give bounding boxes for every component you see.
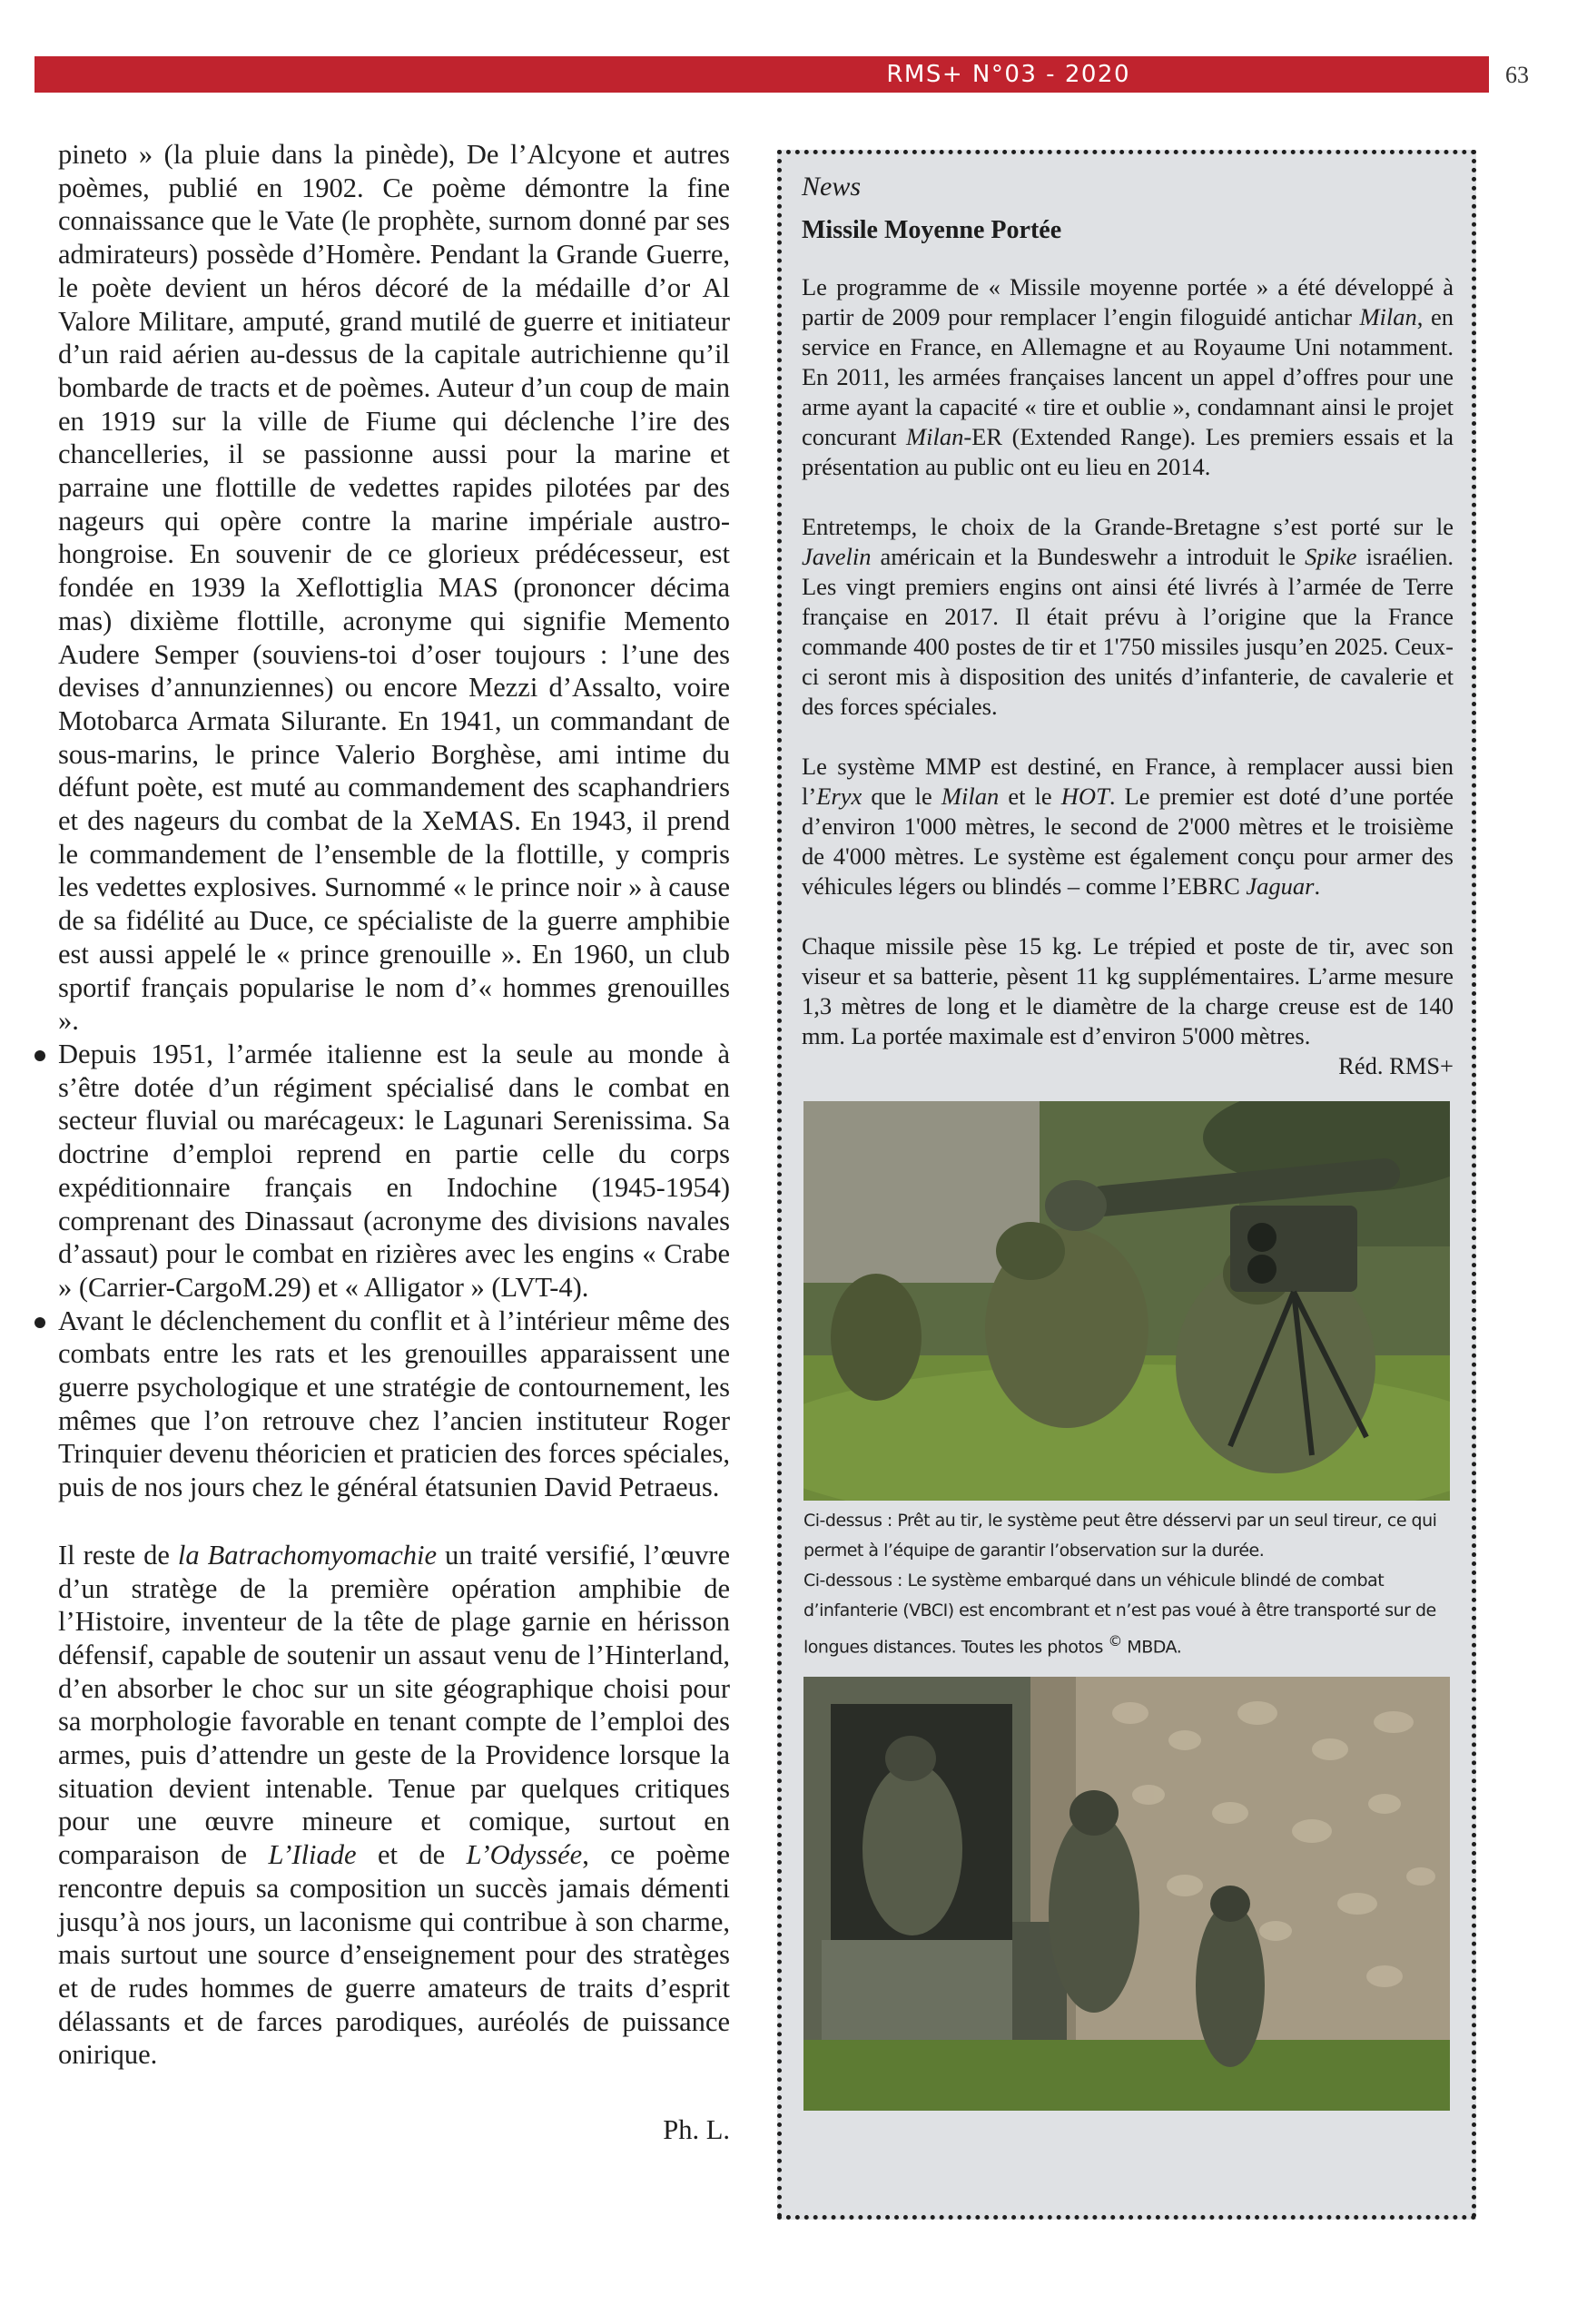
italic-name: Milan [906,423,964,450]
news-paragraph [802,512,1454,722]
text-run: . Le premier est doté d’une portée d’environ 1'000 mètres, le second de 2'000 mètres et le troisième de 4'000 mètres. Le système est également conçu pour armer des véhicules légers ou blindés – comme l’EBRC [802,783,1454,900]
caption-label: Ci-dessus : [803,1511,898,1531]
news-paragraph [802,752,1454,901]
italic-title: la Batrachomyomachie [177,1539,438,1571]
news-sidebar-box [777,150,1476,2220]
text-run: , en service en France, en Allemagne et au Royaume Uni notamment. En 2011, les armées françaises lancent un appel d’offres pour une arme ayant la capacité « tire et oublie », condamnant ainsi le projet concurant [802,303,1454,450]
caption-text: Le système embarqué dans un véhicule blindé de combat d’infanterie (VBCI) est encombrant et n’est pas voué à être transporté sur de longues distances. Toutes les photos [803,1571,1436,1658]
italic-title: L’Iliade [268,1839,357,1871]
news-paragraph: Chaque missile pèse 15 kg. Le trépied et poste de tir, avec son viseur et sa batterie, pèsent 11 kg supplémentaires. L’arme mesure 1,3 mètres de long et le diamètre de la charge creuse est de 140 mm. La portée maximale est d’environ 5'000 mètres. [802,932,1454,1049]
page-number: 63 [1505,62,1529,88]
news-label: News [802,172,862,202]
caption-line [803,1566,1454,1662]
italic-name: Spike [1305,543,1357,570]
text-run: et le [999,783,1061,810]
italic-name: Eryx [816,783,862,810]
text-run: Il reste de [58,1539,178,1571]
text-run: Le programme de « Missile moyenne portée » a été développé à partir de 2009 pour remplacer l’engin filoguidé antichar [802,273,1454,330]
photo-vbci-vehicle [803,1677,1450,2111]
text-run: -ER (Extended Range). Les premiers essais et la présentation au public ont eu lieu en 2014. [802,423,1454,480]
photo-credit: MBDA. [1121,1637,1182,1658]
text-run: Le système MMP est destiné, en France, à remplacer aussi bien l’ [802,753,1454,810]
news-body [802,272,1454,1051]
text-run: américain et la Bundeswehr a introduit le [871,543,1306,570]
text-run: . [1314,872,1321,900]
text-run: Entretemps, le choix de la Grande-Bretagne s’est porté sur le [802,513,1454,540]
article-closing-paragraph [58,1539,730,2072]
italic-name: Milan [1359,303,1417,330]
photo-soldiers-firing-post [803,1101,1450,1501]
header-bar [34,56,1489,93]
caption-line [803,1506,1454,1566]
caption-text: Prêt au tir, le système peut être désservi par un seul tireur, ce qui permet à l’équipe de garantir l’observation sur la durée. [803,1511,1437,1561]
text-run: que le [862,783,941,810]
text-run: , ce poème rencontre depuis sa composition un succès jamais démenti jusqu’à nos jours, un laconisme qui contribue à son charme, mais surtout une source d’enseignement pour des stratèges et de rudes hommes de guerre amateurs de traits d’esprit délassants et de farces parodiques, auréolés de puissance onirique. [58,1839,731,2071]
text-run: israélien. Les vingt premiers engins ont ainsi été livrés à l’armée de Terre française en 2017. Il était prévu à l’origine que la France commande 400 postes de tir et 1'750 missiles jusqu’en 2025. Ceux-ci seront mis à disposition des unités d’infanterie, de cavalerie et des forces spéciales. [802,543,1454,720]
italic-name: HOT [1060,783,1109,810]
bullet-list [58,1038,730,1504]
text-run: un traité versifié, l’œuvre d’un stratège de la première opération amphibie de l’Histoire, inventeur de la tête de plage garnie en hérisson défensif, capable de soutenir un assaut venu de l’Hinterland, d’en absorber le choc sur un site géographique choisi pour sa morphologie favorable en tenant compte de l’emploi des armes, puis d’attendre un geste de la Providence lorsque la situation devient intenable. Tenue par quelques critiques pour une œuvre mineure et comique, surtout en comparaison de [58,1539,731,1871]
article-column [58,138,730,2147]
news-title: Missile Moyenne Portée [802,216,1062,244]
caption-label: Ci-dessous : [803,1571,908,1590]
bullet-item: Avant le déclenchement du conflit et à l’intérieur même des combats entre les rats et les grenouilles apparaissent une guerre psychologique et une stratégie de contournement, les mêmes que l’on retrouve chez l’ancien instituteur Roger Trinquier devenu théoricien et praticien des forces spéciales, puis de nos jours chez le général étatsunien David Petraeus. [58,1305,730,1503]
bullet-item: Depuis 1951, l’armée italienne est la seule au monde à s’être dotée d’un régiment spécialisé dans le combat en secteur fluvial ou marécageux: le Lagunari Serenissima. Sa doctrine d’emploi reprend en partie celle du corps expéditionnaire français en Indochine (1945-1954) comprenant des Dinassaut (acronyme des divisions navales d’assaut) pour le combat en rizières avec les engins « Crabe » (Carrier-CargoM.29) et « Alligator » (LVT-4). [58,1038,730,1303]
text-run: et de [356,1839,467,1871]
italic-name: Milan [941,783,1000,810]
news-paragraph [802,272,1454,482]
news-signature: Réd. RMS+ [1338,1052,1454,1079]
photo-vehicle-illustration [803,1677,1450,2111]
article-intro-paragraph: pineto » (la pluie dans la pinède), De l’Alcyone et autres poèmes, publié en 1902. Ce poème démontre la fine connaissance que le Vate (le prophète, surnom donné par ses admirateurs) possède d’Homère. Pendant la Grande Guerre, le poète devient un héros décoré de la médaille d’or Al Valore Militare, amputé, grand mutilé de guerre et initiateur d’un raid aérien au-dessus de la capitale autrichienne qu’il bombarde de tracts et de poèmes. Auteur d’un coup de main en 1919 sur la ville de Fiume qui déclenche l’ire des chancelleries, il se passionne aussi pour la marine et parraine une flottille de vedettes rapides pilotées par des nageurs qui opère contre la marine impériale austro-hongroise. En souvenir de ce glorieux prédécesseur, est fondée en 1939 la Xeflottiglia MAS (prononcer décima mas) dixième flottille, acronyme qui signifie Memento Audere Semper (souviens-toi d’oser toujours : l’une des devises d’annunziennes) ou encore Mezzi d’Assalto, voire Motobarca Armata Silurante. En 1941, un commandant de sous-marins, le prince Valerio Borghèse, ami intime du défunt poète, est muté au commandement des scaphandriers et des nageurs du combat de la XeMAS. En 1943, il prend le commandement de l’ensemble de la flottille, y compris les vedettes explosives. Surnommé « le prince noir » à cause de sa fidélité au Duce, ce spécialiste de la guerre amphibie est aussi appelé le « prince grenouille ». En 1960, un club sportif français popularise le nom d’« hommes grenouilles ». [58,139,730,1037]
photo-soldiers-illustration [803,1101,1450,1501]
magazine-issue-title: RMS+ N°03 - 2020 [886,61,1130,88]
author-signature: Ph. L. [663,2114,730,2146]
italic-name: Javelin [802,543,872,570]
italic-name: Jaguar [1246,872,1315,900]
italic-title: L’Odyssée [466,1839,583,1871]
copyright-symbol: © [1108,1632,1122,1649]
photo-caption [802,1506,1454,1662]
